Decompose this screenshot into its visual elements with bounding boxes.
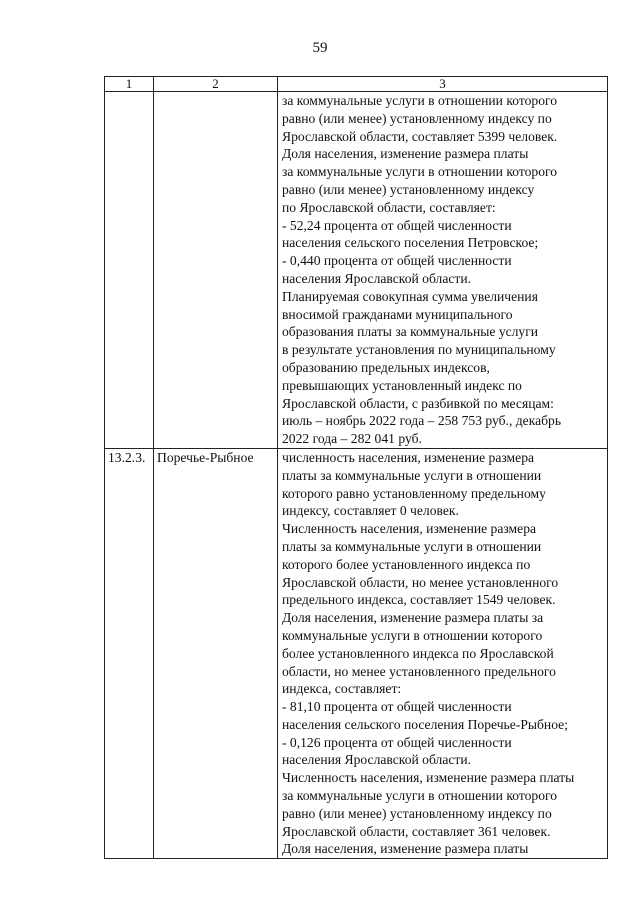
text-line: Доля населения, изменение размера платы за xyxy=(282,610,544,626)
text-line: равно (или менее) установленному индексу xyxy=(282,181,535,197)
text-line: населения сельского поселения Поречье-Рыбное; xyxy=(282,716,568,732)
text-line: образования платы за коммунальные услуги xyxy=(282,324,539,340)
text-line: населения сельского поселения Петровское; xyxy=(282,235,539,251)
text-line: равно (или менее) установленному индексу по xyxy=(282,110,552,126)
text-line: превышающих установленный индекс по xyxy=(282,377,522,393)
text-line: за коммунальные услуги в отношении которого xyxy=(282,93,558,108)
text-line: платы за коммунальные услуги в отношении xyxy=(282,538,542,554)
text-line: за коммунальные услуги в отношении которого xyxy=(282,164,558,180)
text-line: Ярославской области, но менее установленного xyxy=(282,574,559,590)
text-line: населения Ярославской области. xyxy=(282,270,472,286)
text-line: населения Ярославской области. xyxy=(282,752,472,768)
text-line: равно (или менее) установленному индексу по xyxy=(282,805,552,821)
text-line: Численность населения, изменение размера платы xyxy=(282,770,575,786)
description-cell xyxy=(278,448,608,858)
text-line: более установленного индекса по Ярославской xyxy=(282,645,554,661)
row-number-cell: 13.2.3. xyxy=(105,448,154,858)
text-line: платы за коммунальные услуги в отношении xyxy=(282,467,542,483)
column-header-2: 2 xyxy=(154,77,278,92)
text-line: которого равно установленному предельному xyxy=(282,485,546,501)
text-line: июль – ноябрь 2022 года – 258 753 руб., декабрь xyxy=(282,413,562,429)
table-row xyxy=(105,92,608,449)
text-line: образованию предельных индексов, xyxy=(282,359,490,375)
document-table xyxy=(104,76,608,859)
text-line: Ярославской области, составляет 5399 человек. xyxy=(282,128,558,144)
text-line: индекса, составляет: xyxy=(282,681,402,697)
row-number-cell xyxy=(105,92,154,449)
description-cell xyxy=(278,92,608,449)
column-header-1: 1 xyxy=(105,77,154,92)
table-row xyxy=(105,448,608,858)
page-number: 59 xyxy=(312,40,328,56)
text-line: вносимой гражданами муниципального xyxy=(282,306,513,322)
text-line: коммунальные услуги в отношении которого xyxy=(282,627,543,643)
text-line: численность населения, изменение размера xyxy=(282,449,535,465)
text-line: по Ярославской области, составляет: xyxy=(282,199,496,215)
text-line: Доля населения, изменение размера платы xyxy=(282,146,529,162)
text-line: области, но менее установленного предельного xyxy=(282,663,556,679)
column-header-3: 3 xyxy=(278,77,608,92)
text-line: Доля населения, изменение размера платы xyxy=(282,841,529,857)
text-line: предельного индекса, составляет 1549 человек. xyxy=(282,592,556,608)
text-line: Ярославской области, с разбивкой по месяцам: xyxy=(282,395,554,411)
text-line: индексу, составляет 0 человек. xyxy=(282,503,459,519)
text-line: в результате установления по муниципальному xyxy=(282,342,556,358)
settlement-name-cell xyxy=(154,92,278,449)
text-line: - 81,10 процента от общей численности xyxy=(282,699,512,715)
text-line: которого более установленного индекса по xyxy=(282,556,531,572)
text-line: Планируемая совокупная сумма увеличения xyxy=(282,288,538,304)
table-header-row xyxy=(105,77,608,92)
text-line: за коммунальные услуги в отношении которого xyxy=(282,788,558,804)
text-line: Ярославской области, составляет 361 человек. xyxy=(282,823,551,839)
text-line: 2022 года – 282 041 руб. xyxy=(282,431,422,447)
text-line: - 0,126 процента от общей численности xyxy=(282,734,512,750)
text-line: Численность населения, изменение размера xyxy=(282,521,537,537)
text-line: - 0,440 процента от общей численности xyxy=(282,253,512,269)
text-line: - 52,24 процента от общей численности xyxy=(282,217,512,233)
settlement-name-cell: Поречье-Рыбное xyxy=(154,448,278,858)
